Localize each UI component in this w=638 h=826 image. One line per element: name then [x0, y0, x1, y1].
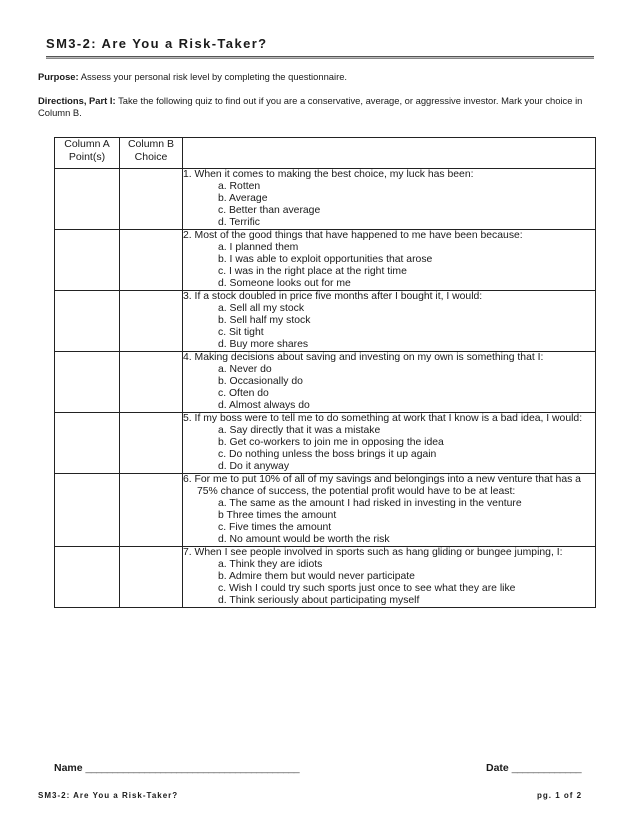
choice-cell[interactable] — [120, 474, 183, 547]
purpose-text: Assess your personal risk level by completing the questionnaire. — [80, 71, 348, 82]
name-blank[interactable]: ________________________________________ — [85, 762, 300, 774]
question-stem: 3. If a stock doubled in price five months after I bought it, I would: — [183, 291, 483, 302]
answer-option: c. I was in the right place at the right time — [218, 266, 407, 277]
question-cell — [183, 474, 596, 547]
points-cell[interactable] — [55, 230, 120, 291]
question-row — [55, 169, 596, 230]
page-title: SM3-2: Are You a Risk-Taker? — [46, 36, 268, 51]
question-row — [55, 291, 596, 352]
answer-option: a. Sell all my stock — [218, 303, 305, 314]
choice-cell[interactable] — [120, 230, 183, 291]
question-row — [55, 352, 596, 413]
quiz-table — [54, 137, 596, 608]
answer-option: d. Do it anyway — [218, 461, 290, 472]
choice-cell[interactable] — [120, 291, 183, 352]
answer-option: b. Occasionally do — [218, 376, 303, 387]
footer-doc-title: SM3-2: Are You a Risk-Taker? — [38, 791, 179, 800]
answer-option: c. Better than average — [218, 205, 321, 216]
question-row — [55, 230, 596, 291]
question-row — [55, 474, 596, 547]
question-stem: 4. Making decisions about saving and investing on my own is something that I: — [183, 352, 544, 363]
answer-option: b. Average — [218, 193, 268, 204]
question-cell — [183, 352, 596, 413]
points-cell[interactable] — [55, 352, 120, 413]
name-label: Name — [54, 762, 83, 774]
choice-cell[interactable] — [120, 352, 183, 413]
points-cell[interactable] — [55, 413, 120, 474]
answer-option: c. Sit tight — [218, 327, 264, 338]
date-label: Date — [486, 762, 509, 774]
directions-label: Directions, Part I: — [38, 95, 116, 106]
answer-option: a. The same as the amount I had risked in investing in the venture — [218, 498, 522, 509]
question-cell — [183, 230, 596, 291]
question-stem: 7. When I see people involved in sports such as hang gliding or bungee jumping, I: — [183, 547, 563, 558]
column-b-header: Column B Choice — [120, 138, 183, 169]
answer-option: b. I was able to exploit opportunities that arose — [218, 254, 433, 265]
answer-option: b. Sell half my stock — [218, 315, 311, 326]
answer-option: a. Rotten — [218, 181, 261, 192]
page-number: pg. 1 of 2 — [537, 791, 583, 800]
date-field[interactable] — [486, 762, 581, 774]
answer-option: a. Say directly that it was a mistake — [218, 425, 381, 436]
points-cell[interactable] — [55, 474, 120, 547]
answer-option: b. Admire them but would never participate — [218, 571, 415, 582]
purpose-paragraph — [38, 71, 598, 83]
directions-text: Take the following quiz to find out if you are a conservative, average, or aggressive investor. Mark your choice in Column B. — [38, 95, 583, 118]
purpose-label: Purpose: — [38, 71, 79, 82]
name-field[interactable] — [54, 762, 299, 774]
choice-cell[interactable] — [120, 547, 183, 608]
question-cell — [183, 547, 596, 608]
answer-option: c. Often do — [218, 388, 269, 399]
points-cell[interactable] — [55, 547, 120, 608]
question-row — [55, 413, 596, 474]
answer-option: a. Never do — [218, 364, 272, 375]
date-blank[interactable]: _____________ — [511, 762, 582, 774]
choice-cell[interactable] — [120, 169, 183, 230]
question-stem: 2. Most of the good things that have happened to me have been because: — [183, 230, 523, 241]
title-divider — [46, 56, 594, 59]
answer-option: b. Get co-workers to join me in opposing the idea — [218, 437, 444, 448]
table-header-row — [55, 138, 596, 169]
answer-option: d. Buy more shares — [218, 339, 309, 350]
answer-option: a. Think they are idiots — [218, 559, 323, 570]
answer-option: d. No amount would be worth the risk — [218, 534, 390, 545]
answer-option: d. Almost always do — [218, 400, 310, 411]
question-row — [55, 547, 596, 608]
answer-option: c. Five times the amount — [218, 522, 332, 533]
answer-option: c. Do nothing unless the boss brings it up again — [218, 449, 437, 460]
answer-option: d. Someone looks out for me — [218, 278, 351, 289]
points-cell[interactable] — [55, 169, 120, 230]
answer-option: d. Terrific — [218, 217, 260, 228]
question-stem: 6. For me to put 10% of all of my savings and belongings into a new venture that has a 75% chance of success, the potential profit would have to be at least: — [183, 474, 581, 497]
directions-paragraph — [38, 95, 598, 119]
question-stem: 1. When it comes to making the best choice, my luck has been: — [183, 169, 474, 180]
answer-option: a. I planned them — [218, 242, 299, 253]
question-cell — [183, 291, 596, 352]
question-cell — [183, 169, 596, 230]
question-cell — [183, 413, 596, 474]
answer-option: d. Think seriously about participating myself — [218, 595, 420, 606]
answer-option: c. Wish I could try such sports just once to see what they are like — [218, 583, 516, 594]
question-stem: 5. If my boss were to tell me to do something at work that I know is a bad idea, I would: — [183, 413, 583, 424]
points-cell[interactable] — [55, 291, 120, 352]
choice-cell[interactable] — [120, 413, 183, 474]
column-a-header: Column A Point(s) — [55, 138, 120, 169]
answer-option: b Three times the amount — [218, 510, 337, 521]
question-header — [183, 138, 596, 169]
